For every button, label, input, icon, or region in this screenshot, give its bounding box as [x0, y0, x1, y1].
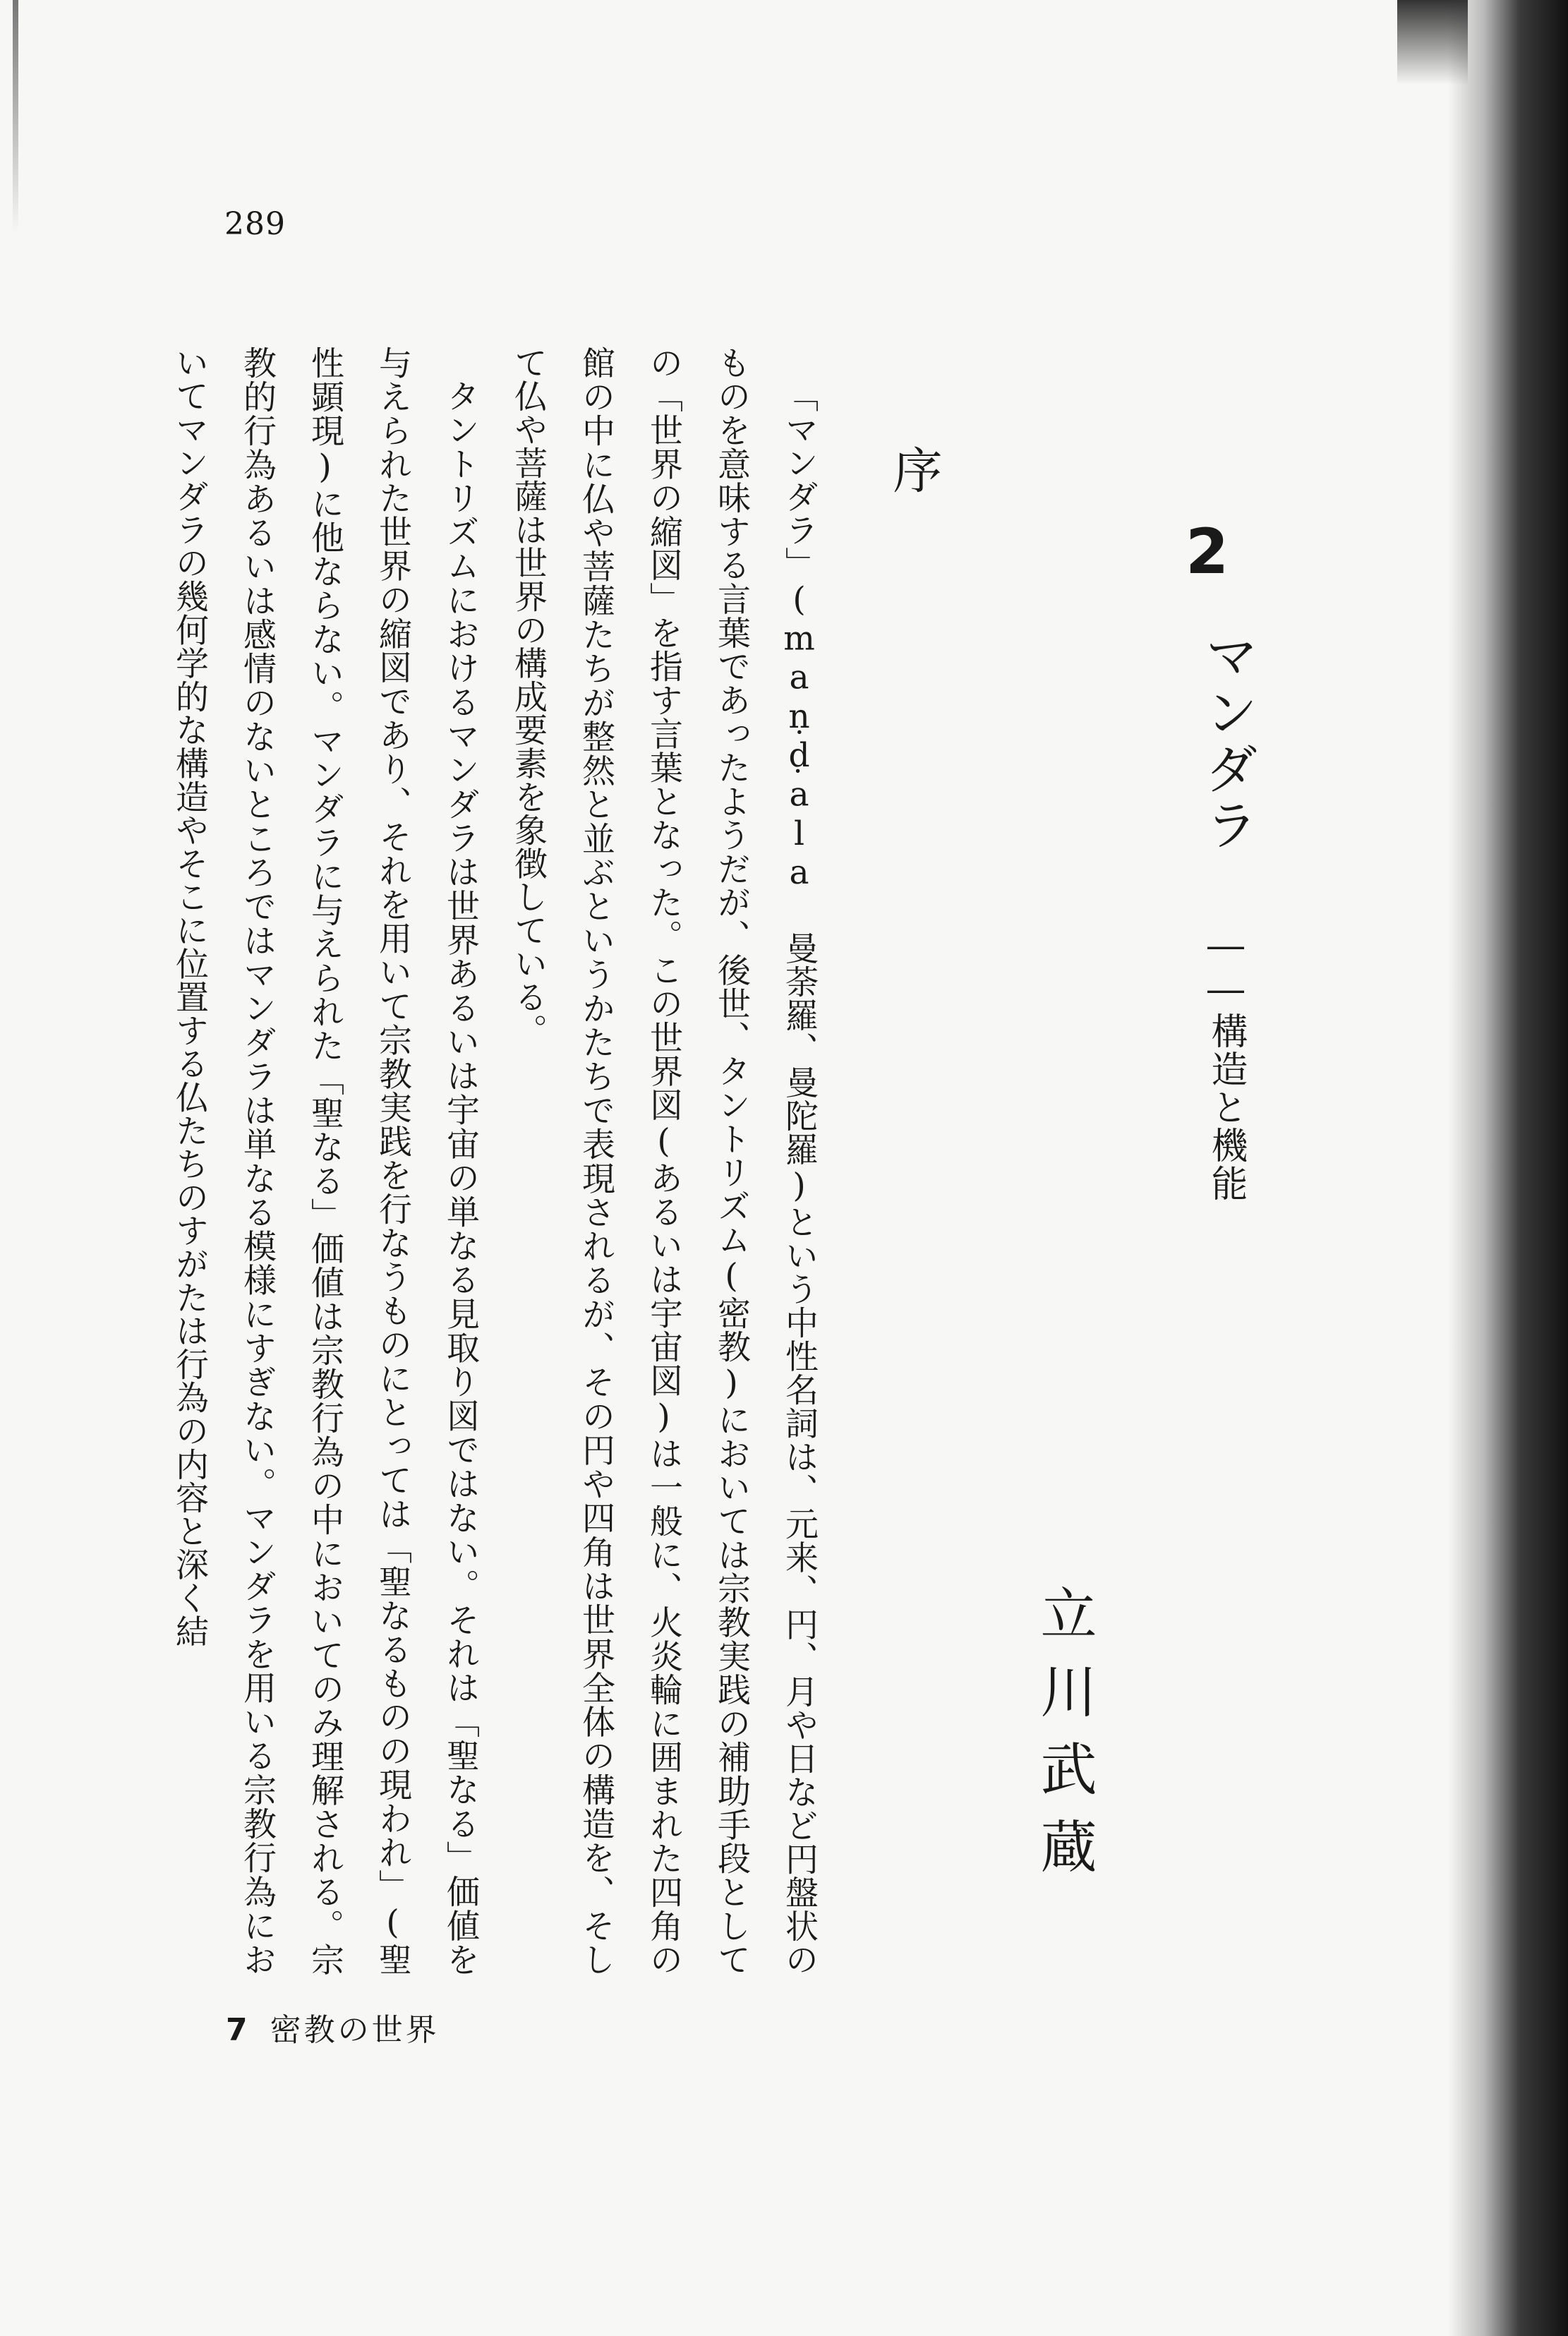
- paragraph: 「マンダラ」(maṇḍala 曼荼羅、曼陀羅)という中性名詞は、元来、円、月や日など円盤状のものを意味する言葉であったようだが、後世、タントリズム(密教)においては宗教実践の補助手段としての「世界の縮図」を指す言葉となった。この世界図(あるいは宇宙図)は一般に、火炎輪に囲まれた四角の館の中に仏や菩薩たちが整然と並ぶというかたちで表現されるが、その円や四角は世界全体の構造を、そして仏や菩薩は世界の構成要素を象徴している。: [509, 346, 819, 1976]
- scan-shadow-corner: [1397, 0, 1468, 85]
- running-footer: [226, 2004, 440, 2049]
- scan-shadow-edge: [1448, 0, 1568, 2336]
- chapter-subtitle: ――構造と機能: [1205, 925, 1247, 1203]
- footer-book-title: 密教の世界: [270, 2012, 440, 2048]
- footer-volume-number: 7: [226, 2012, 251, 2048]
- paragraph: タントリズムにおけるマンダラは世界あるいは宇宙の単なる見取り図ではない。それは「聖なる」価値を与えられた世界の縮図であり、それを用いて宗教実践を行なうものにとっては「聖なるものの現われ」(聖性顕現)に他ならない。マンダラに与えられた「聖なる」価値は宗教行為の中においてのみ理解される。宗教的行為あるいは感情のないところではマンダラは単なる模様にすぎない。マンダラを用いる宗教行為においてマンダラの幾何学的な構造やそこに位置する仏たちのすがたは行為の内容と深く結: [170, 346, 480, 1976]
- section-title: 序: [885, 445, 943, 494]
- author-name: 立川武蔵: [1031, 1584, 1097, 1895]
- page-number: 289: [224, 206, 286, 242]
- chapter-number: 2: [1186, 515, 1229, 588]
- scan-margin-line: [13, 0, 18, 233]
- chapter-title: マンダラ: [1196, 628, 1259, 854]
- body-text: [170, 346, 833, 1976]
